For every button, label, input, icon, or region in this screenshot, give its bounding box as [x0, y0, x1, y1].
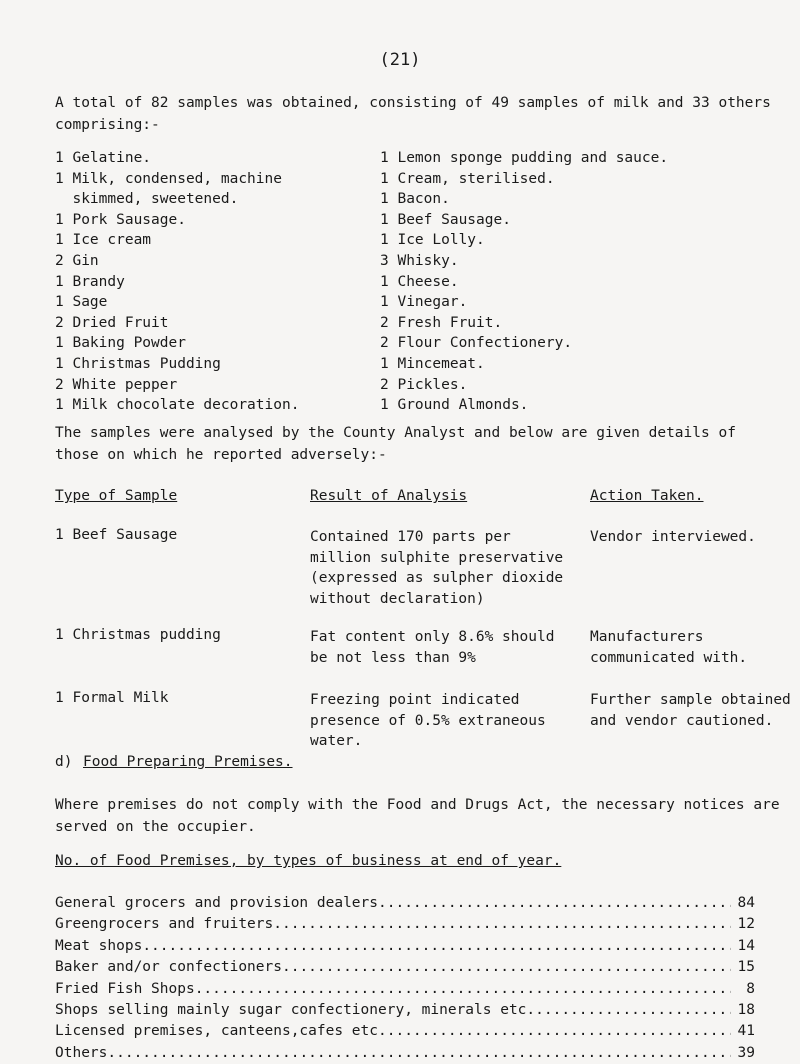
header-type-of-sample: Type of Sample — [55, 488, 178, 504]
result-analysis: Contained 170 parts per million sulphite preservative (expressed as sulpher dioxide without declaration) — [310, 529, 564, 607]
result-action: Vendor interviewed. — [590, 529, 756, 545]
sample-item: 1 Beef Sausage. — [380, 211, 511, 228]
intro-paragraph: A total of 82 samples was obtained, consisting of 49 samples of milk and 33 others comprising:- — [55, 95, 771, 133]
list-item: General grocers and provision dealers ..... 84 — [55, 893, 755, 914]
sample-item: 1 Baking Powder — [55, 335, 186, 352]
sample-item: 1 Ice Lolly. — [380, 232, 485, 249]
sample-item: 1 Cheese. — [380, 273, 459, 290]
section-d-paragraph: Where premises do not comply with the Food and Drugs Act, the necessary notices are served on the occupier. — [55, 797, 780, 835]
result-type: 1 Formal Milk — [55, 690, 169, 706]
sample-item: skimmed, sweetened. — [55, 191, 239, 208]
sample-item: 1 Cream, sterilised. — [380, 170, 555, 187]
sample-item: 1 Brandy — [55, 273, 125, 290]
result-action: Further sample obtained and vendor cautioned. — [590, 692, 791, 729]
result-action: Manufacturers communicated with. — [590, 629, 748, 666]
list-item: Meat shops ..... 14 — [55, 936, 755, 957]
samples-left-column — [55, 148, 299, 416]
sample-item: 1 Sage — [55, 294, 108, 311]
sample-item: 2 Pickles. — [380, 376, 468, 393]
sample-item: 2 Dried Fruit — [55, 314, 169, 331]
result-analysis: Freezing point indicated presence of 0.5% extraneous water. — [310, 692, 546, 749]
list-item: Shops selling mainly sugar confectionery, minerals etc. ..... 18 — [55, 1000, 755, 1021]
section-d-label: d) — [55, 754, 73, 770]
sample-item: 1 Vinegar. — [380, 294, 468, 311]
sample-item: 1 Ice cream — [55, 232, 152, 249]
sample-item: 2 Flour Confectionery. — [380, 335, 573, 352]
sample-item: 2 Gin — [55, 252, 99, 269]
result-analysis: Fat content only 8.6% should be not less than 9% — [310, 629, 555, 666]
list-item: Baker and/or confectioners ..... 15 — [55, 957, 755, 978]
samples-right-column — [380, 148, 668, 416]
list-item: Licensed premises, canteens,cafes etc. ..... 41 — [55, 1021, 755, 1042]
result-type: 1 Christmas pudding — [55, 627, 221, 643]
sample-item: 3 Whisky. — [380, 252, 459, 269]
sample-item: 1 Milk chocolate decoration. — [55, 397, 300, 414]
sample-item: 1 Lemon sponge pudding and sauce. — [380, 150, 669, 166]
list-item: Fried Fish Shops ..... 8 — [55, 979, 755, 1000]
sample-item: 2 Fresh Fruit. — [380, 314, 503, 331]
sample-item: 1 Ground Almonds. — [380, 397, 529, 414]
header-result-of-analysis: Result of Analysis — [310, 488, 468, 504]
list-item: Greengrocers and fruiters ..... 12 — [55, 914, 755, 935]
sample-item: 1 Bacon. — [380, 191, 450, 208]
sample-item: 1 Milk, condensed, machine — [55, 170, 282, 187]
analysis-paragraph: The samples were analysed by the County Analyst and below are given details of those on which he reported adversely:- — [55, 425, 736, 463]
sample-item: 1 Christmas Pudding — [55, 355, 221, 372]
premises-heading: No. of Food Premises, by types of business at end of year. — [55, 853, 562, 869]
section-d-title: Food Preparing Premises. — [83, 754, 293, 770]
sample-item: 2 White pepper — [55, 376, 178, 393]
page-number: (21) — [379, 50, 421, 70]
sample-item: 1 Pork Sausage. — [55, 211, 186, 228]
sample-item: 1 Mincemeat. — [380, 355, 485, 372]
result-type: 1 Beef Sausage — [55, 527, 178, 543]
sample-item: 1 Gelatine. — [55, 150, 152, 166]
list-item: Others ..... 39 — [55, 1043, 755, 1064]
premises-list — [55, 893, 755, 1064]
header-action-taken: Action Taken. — [590, 488, 704, 504]
